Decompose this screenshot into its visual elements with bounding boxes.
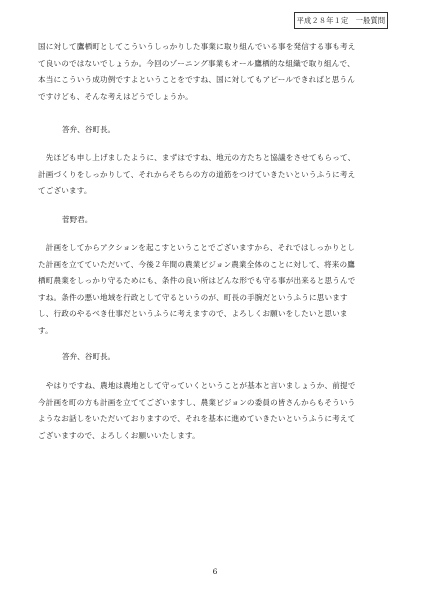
question-paragraph-1	[38, 39, 394, 105]
answer-paragraph-2	[38, 378, 394, 444]
text-line: て良いのではないでしょうか。今回のゾーニング事業もオール鷹栖的な組織で取り組んで、	[38, 58, 355, 68]
text-line: 先ほども申し上げましたように、まずはですね、地元の方たちと協議をさせてもらって、	[38, 153, 356, 162]
question-paragraph-2	[38, 240, 394, 339]
session-label-box	[294, 12, 388, 29]
text-line: た計画を立てていただいて、今後２年間の農業ビジョン農業全体のことに対して、将来の鷹	[38, 259, 356, 269]
text-line: 計画づくりをしっかりして、それからそちらの方の道筋をつけていきたいというふうに考え	[38, 169, 356, 179]
text-line: ですけども、そんな考えはどうでしょうか。	[38, 91, 193, 101]
text-line: 今計画を町の方も計画を立ててございますし、農業ビジョンの委員の皆さんからもそういう	[38, 397, 356, 407]
text-line: 計画をしてからアクションを起こすということでございますから、それではしっかりとし	[38, 243, 356, 252]
text-line: すね。条件の悪い地域を行政として守るというのが、町長の手腕だというふうに思います	[38, 292, 348, 302]
text-line: やはりですね、農地は農地として守っていくということが基本と言いましょうか、前提で	[38, 381, 356, 390]
text-line: し、行政のやるべき仕事だというふうに考えますので、よろしくお願いをしたいと思いま	[38, 309, 348, 318]
speaker-label-mayor-1: 答弁、谷町長。	[62, 125, 116, 134]
text-line: ございますので、よろしくお願いいたします。	[38, 430, 200, 440]
text-line: ようなお話しをいただいておりますので、それを基本に進めていきたいというふうに考えて	[38, 414, 356, 423]
text-line: 国に対して鷹栖町としてこういうしっかりした事業に取り組んでいる事を発信する事も考え	[38, 42, 356, 51]
session-label: 平成２８年１定 一般質問	[296, 16, 386, 25]
answer-paragraph-1	[38, 150, 394, 200]
text-line: す。	[38, 325, 53, 335]
text-line: てございます。	[38, 186, 92, 195]
page-number: 6	[212, 567, 218, 576]
speaker-label-questioner: 菅野君。	[62, 215, 93, 224]
text-line: 栖町農業をしっかり守るためにも、条件の良い所はどんな形でも守る事が出来ると思うんで	[38, 276, 356, 285]
text-line: 本当にこういう成功例ですよということをですね、国に対してもアピールできればと思うん	[38, 75, 356, 84]
speaker-label-mayor-2: 答弁、谷町長。	[62, 352, 116, 361]
